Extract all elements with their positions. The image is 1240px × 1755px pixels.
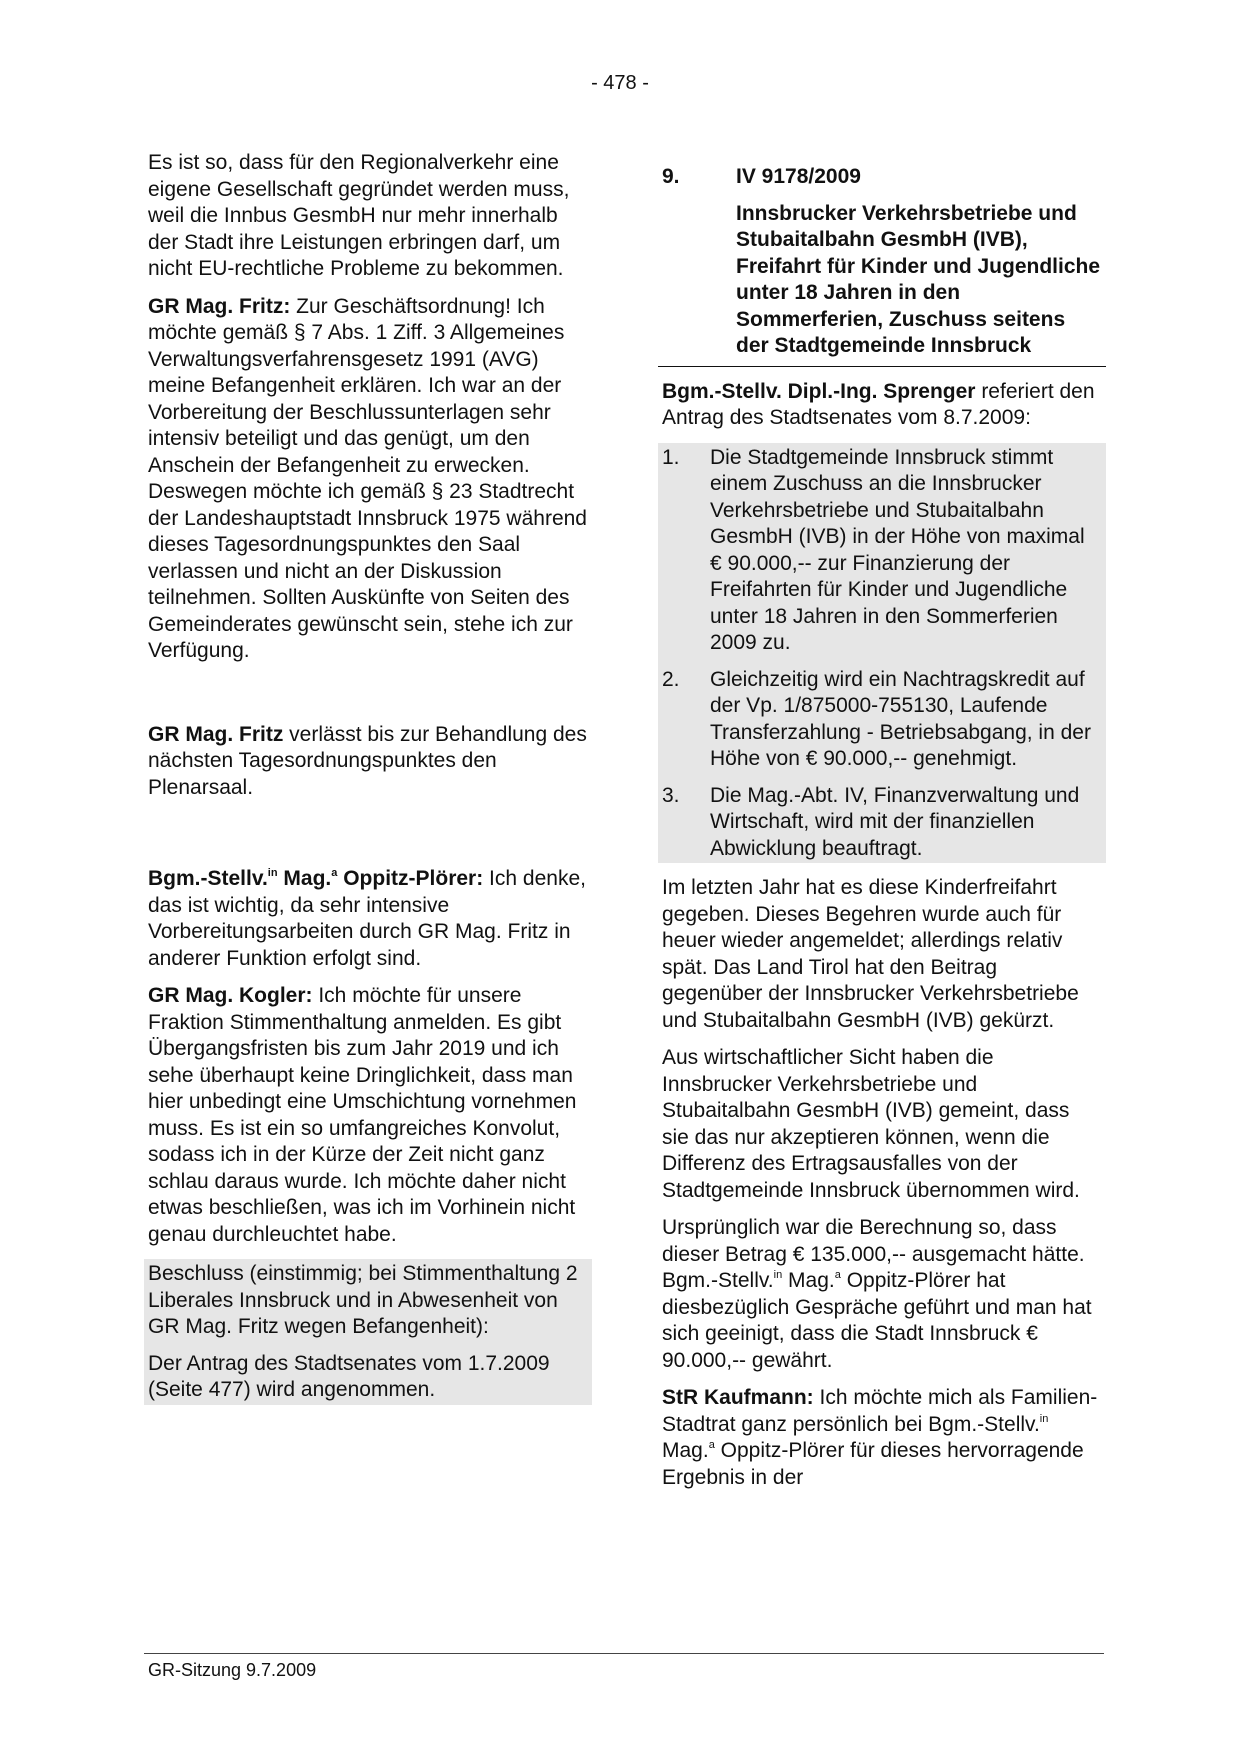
agenda-divider <box>658 366 1106 367</box>
note-text: verlässt bis zur Behandlung des nächsten Tagesordnungspunktes den Plenarsaal. <box>148 722 587 799</box>
resolution-box <box>144 1259 592 1405</box>
speaker-name: Bgm.-Stellv. Dipl.-Ing. Sprenger <box>662 379 976 403</box>
motion-list <box>658 443 1106 864</box>
statement-text: Ich denke, das ist wichtig, da sehr intensive Vorbereitungsarbeiten durch GR Mag. Fritz in anderer Funktion erfolgt sind. <box>148 867 586 970</box>
speaker-name: GR Mag. Kogler: <box>148 984 313 1007</box>
statement-kogler <box>148 983 588 1248</box>
statement-text: Zur Geschäftsordnung! Ich möchte gemäß § 7 Abs. 1 Ziff. 3 Allgemeines Verwaltungsverfahrensgesetz 1991 (AVG) meine Befangenheit erklären. Ich war an der Vorbereitung der Beschlussunterlagen sehr intensiv beteiligt und das genügt, um den Anschein der Befangenheit zu erwecken. Deswegen möchte ich gemäß § 23 Stadtrecht der Landeshauptstadt Innsbruck 1975 während dieses Tagesordnungspunktes den Saal verlassen und nicht an der Diskussion teilnehmen. Sollten Auskünfte von Seiten des Gemeinderates gewünscht sein, stehe ich zur Verfügung. <box>148 294 587 662</box>
motion-text: Die Stadtgemeinde Innsbruck stimmt einem Zuschuss an die Innsbrucker Verkehrsbetriebe und Stubaitalbahn GesmbH (IVB) in der Höhe von maximal € 90.000,-- zur Finanzierung der Freifahrten für Kinder und Jugendliche unter 18 Jahren in den Sommerferien 2009 zu. <box>710 445 1085 654</box>
statement-fritz <box>148 294 588 665</box>
speaker-name: Bgm.-Stellv.$^{in}$ Mag.$^a$ Oppitz-Plörer: <box>148 867 484 890</box>
resolution-result: Der Antrag des Stadtsenates vom 1.7.2009 (Seite 477) wird angenommen. <box>148 1351 550 1401</box>
motion-number: 2. <box>662 667 680 691</box>
motion-item <box>662 667 1102 773</box>
speaker-name: StR Kaufmann: <box>662 1386 814 1409</box>
motion-item <box>662 445 1102 657</box>
motion-text: Die Mag.-Abt. IV, Finanzverwaltung und Wirtschaft, wird mit der finanziellen Abwicklung beauftragt. <box>710 783 1080 860</box>
speaker-name: GR Mag. Fritz <box>148 722 284 746</box>
resolution-vote: Beschluss (einstimmig; bei Stimmenthaltung 2 Liberales Innsbruck und in Abwesenheit von GR Mag. Fritz wegen Befangenheit): <box>148 1262 578 1338</box>
paragraph-last-year: Im letzten Jahr hat es diese Kinderfreifahrt gegeben. Dieses Begehren wurde auch für heuer wieder angemeldet; allerdings relativ spät. Das Land Tirol hat den Beitrag gegenüber der Innsbrucker Verkehrsbetriebe und Stubaitalbahn GesmbH (IVB) gekürzt. <box>662 876 1079 1032</box>
agenda-item-title: Innsbrucker Verkehrsbetriebe und Stubaitalbahn GesmbH (IVB), Freifahrt für Kinder und Jugendliche unter 18 Jahren in den Sommerferien, Zuschuss seitens der Stadtgemeinde Innsbruck <box>736 201 1101 357</box>
statement-text: Ich möchte für unsere Fraktion Stimmenthaltung anmelden. Es gibt Übergangsfristen bis zum Jahr 2019 und ich sehe überhaupt keine Dringlichkeit, dass man hier unbedingt eine Umschichtung vornehmen muss. Es ist ein so umfangreiches Konvolut, sodass ich in der Kürze der Zeit nicht ganz schlau daraus wurde. Ich möchte daher nicht etwas beschließen, was ich im Vorhinein nicht genau durchleuchtet habe. <box>148 984 577 1246</box>
right-column <box>662 164 1102 1502</box>
left-column <box>148 150 588 1405</box>
page-number: - 478 - <box>591 72 649 94</box>
agenda-item-header <box>662 164 1102 191</box>
statement-sprenger <box>662 379 1102 432</box>
note-fritz-leaves <box>148 722 588 802</box>
footer-divider <box>144 1653 1104 1654</box>
speaker-name: GR Mag. Fritz: <box>148 294 291 318</box>
paragraph-economic-view: Aus wirtschaftlicher Sicht haben die Innsbrucker Verkehrsbetriebe und Stubaitalbahn GesmbH (IVB) gemeint, dass sie das nur akzeptieren können, wenn die Differenz des Ertragsausfalles von der Stadtgemeinde Innsbruck übernommen wird. <box>662 1046 1080 1202</box>
agenda-item-number: 9. <box>662 165 680 188</box>
paragraph-regional-traffic: Es ist so, dass für den Regionalverkehr eine eigene Gesellschaft gegründet werden muss, weil die Innbus GesmbH nur mehr innerhalb der Stadt ihre Leistungen erbringen darf, um nicht EU-rechtliche Probleme zu bekommen. <box>148 151 570 280</box>
footer-session: GR-Sitzung 9.7.2009 <box>148 1660 317 1680</box>
agenda-item-code: IV 9178/2009 <box>736 165 861 188</box>
motion-text: Gleichzeitig wird ein Nachtragskredit auf der Vp. 1/875000-755130, Laufende Transferzahlung - Betriebsabgang, in der Höhe von € 90.000,-- genehmigt. <box>710 667 1091 770</box>
paragraph-calculation: Ursprünglich war die Berechnung so, dass dieser Betrag € 135.000,-- ausgemacht hätte. Bgm.-Stellv.$^{in}$ Mag.$^a$ Oppitz-Plörer hat diesbezüglich Gespräche geführt und man hat sich geeinigt, dass die Stadt Innsbruck € 90.000,-- gewährt. <box>662 1216 1092 1372</box>
motion-item <box>662 783 1102 863</box>
statement-kaufmann: StR Kaufmann: Ich möchte mich als Familien-Stadtrat ganz persönlich bei Bgm.-Stellv.$^{in}$ Mag.$^a$ Oppitz-Plörer für dieses hervorragende Ergebnis in der <box>662 1386 1098 1489</box>
statement-oppitz-ploerer <box>148 866 588 972</box>
statement-text: referiert den Antrag des Stadtsenates vom 8.7.2009: <box>662 379 1095 429</box>
motion-number: 3. <box>662 783 680 807</box>
motion-number: 1. <box>662 445 680 469</box>
